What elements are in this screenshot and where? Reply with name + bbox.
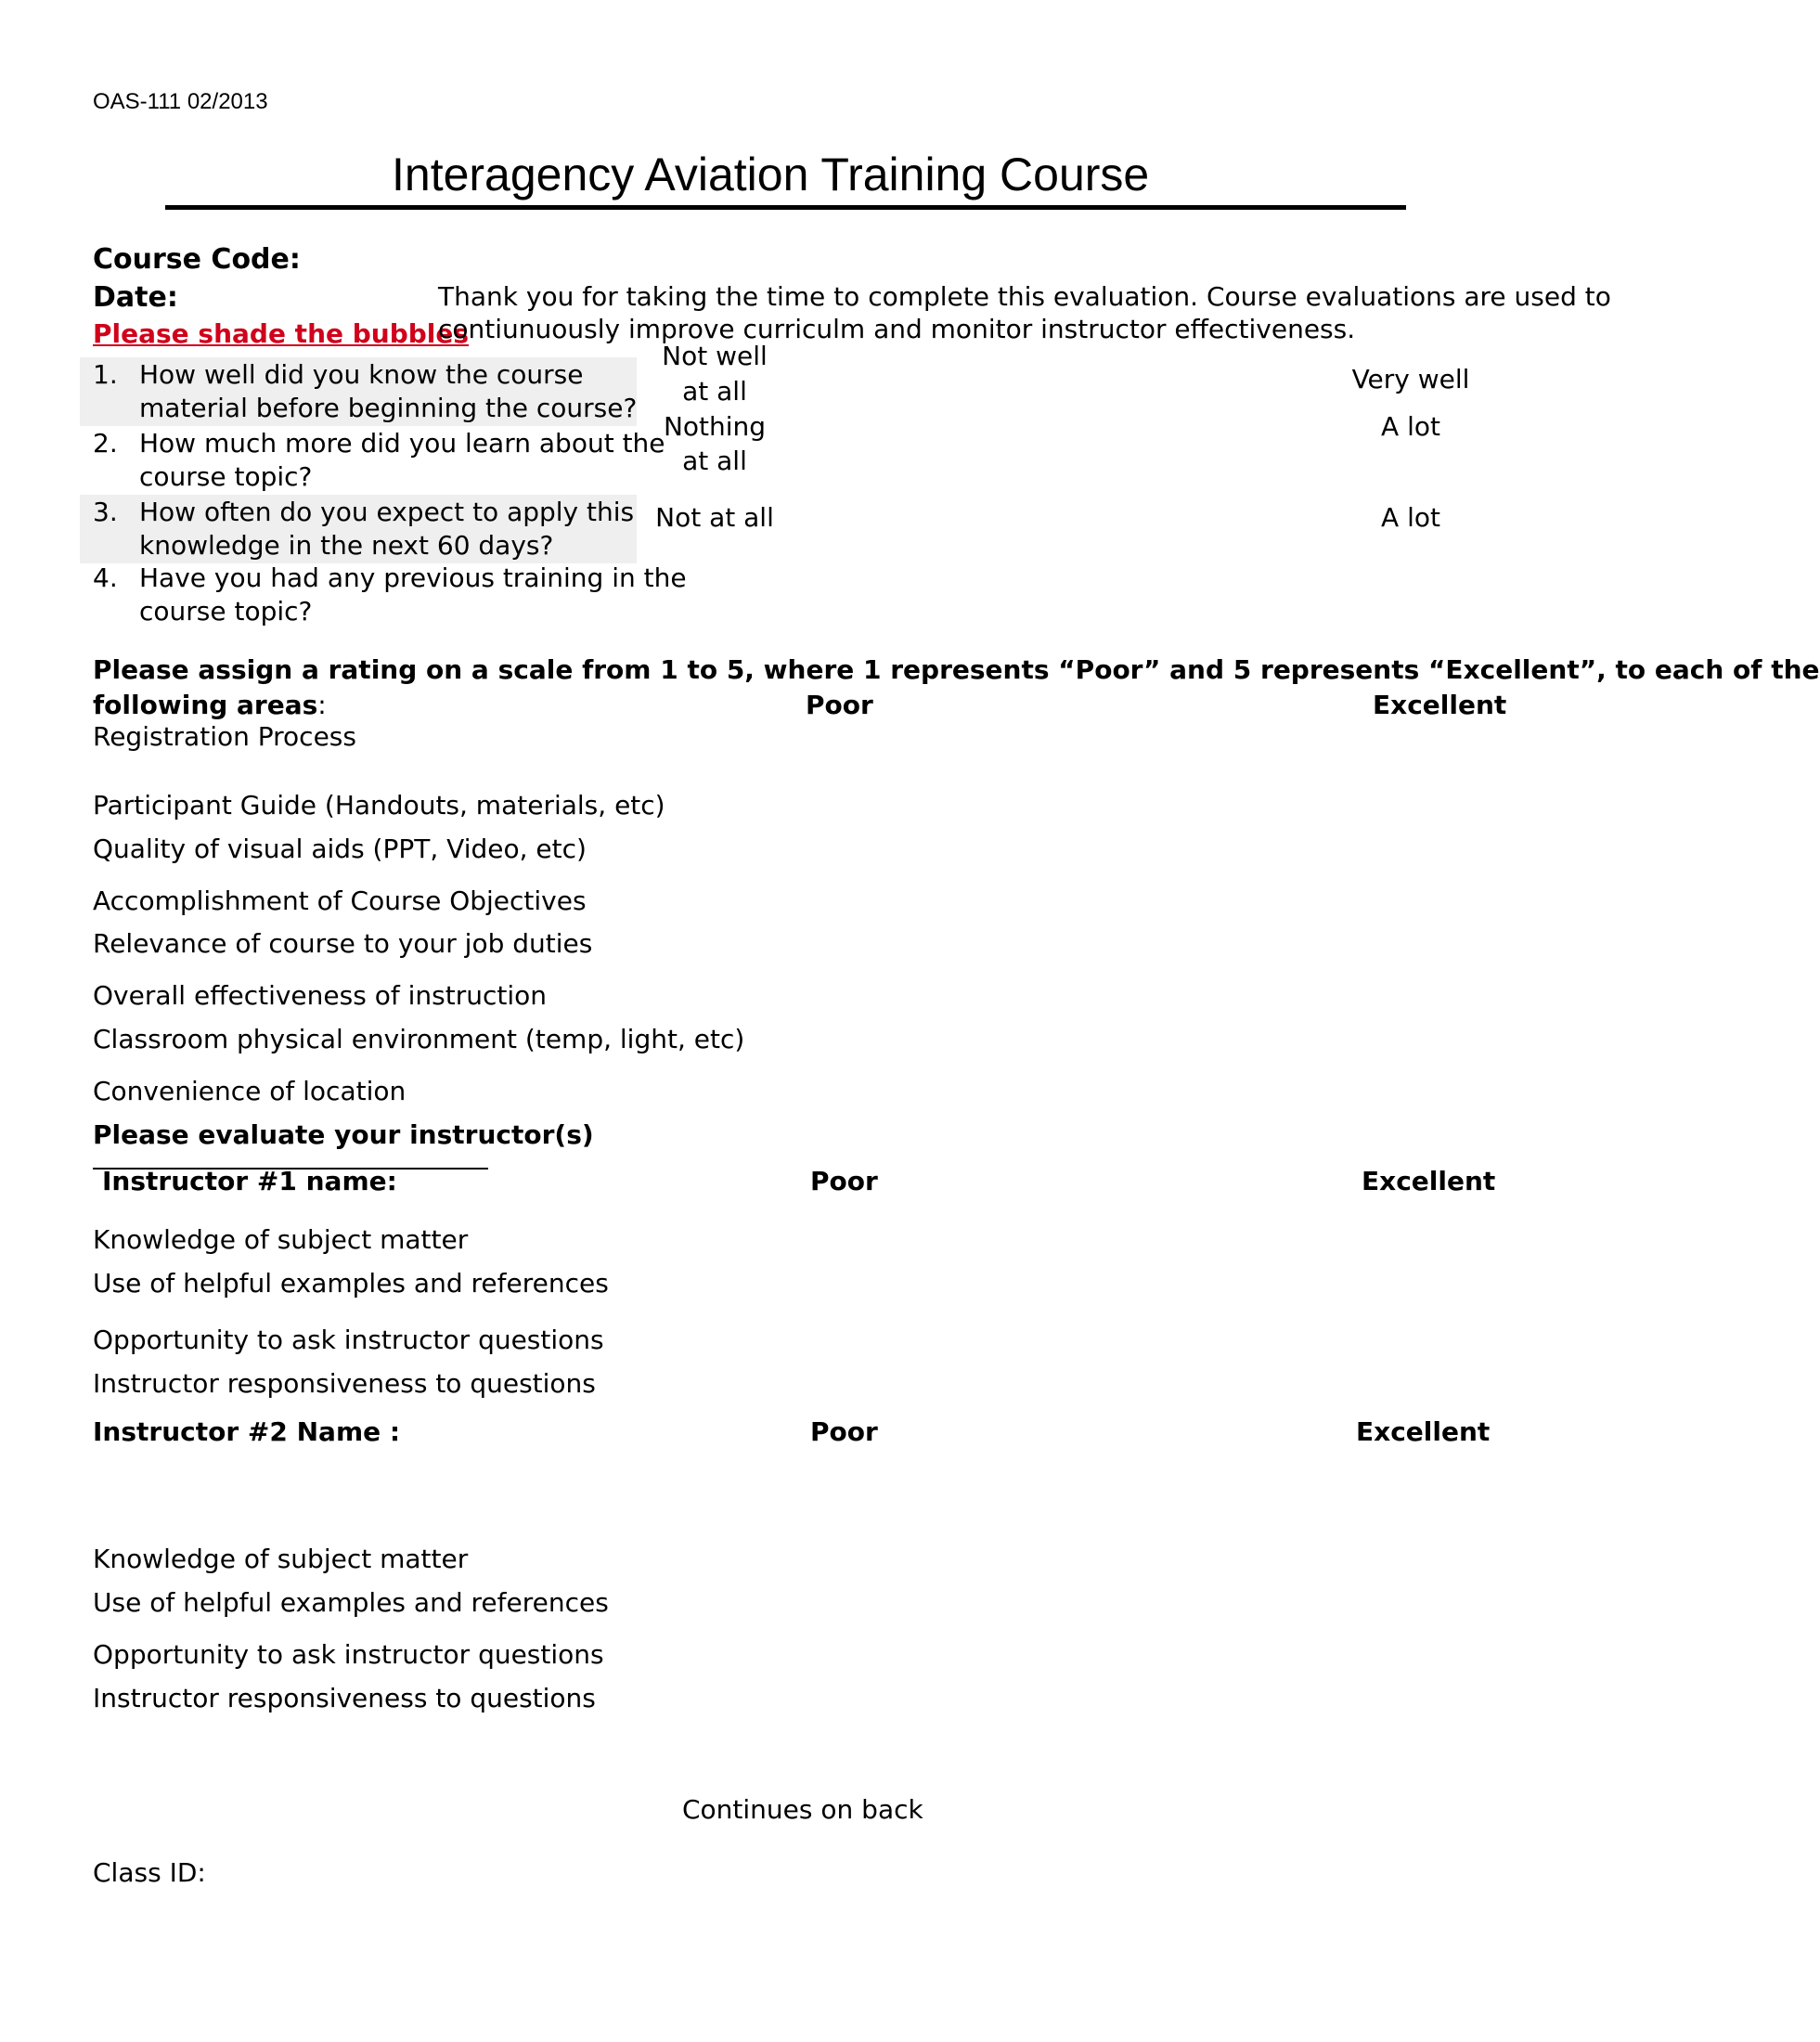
instructor-1-item: Instructor responsiveness to questions bbox=[93, 1368, 596, 1399]
question-text-line-1: How much more did you learn about the bbox=[139, 428, 665, 459]
question-text-line-2: knowledge in the next 60 days? bbox=[139, 530, 554, 561]
question-text-line-2: course topic? bbox=[139, 596, 313, 627]
scale-low-label: Not at all bbox=[655, 502, 774, 533]
shade-bubbles-instruction: Please shade the bubbles bbox=[93, 318, 470, 349]
scale-low-label-line-1: Not well bbox=[662, 341, 768, 371]
scale-low-label-line-2: at all bbox=[682, 376, 747, 407]
question-text-line-1: Have you had any previous training in the bbox=[139, 562, 687, 593]
continues-on-back: Continues on back bbox=[682, 1794, 923, 1825]
form-id: OAS-111 02/2013 bbox=[93, 89, 268, 114]
rating-instruction-bold: following areas bbox=[93, 690, 318, 720]
question-text-line-2: material before beginning the course? bbox=[139, 393, 638, 423]
title-underline bbox=[165, 205, 1406, 210]
date-label: Date: bbox=[93, 281, 178, 314]
rating-instruction-colon: : bbox=[317, 690, 327, 720]
question-text-line-2: course topic? bbox=[139, 461, 313, 492]
instructor-1-poor-label: Poor bbox=[810, 1166, 878, 1196]
instructor-2-excellent-label: Excellent bbox=[1356, 1416, 1491, 1447]
thank-you-line-1: Thank you for taking the time to complete this evaluation. Course evaluations are used to bbox=[438, 281, 1611, 312]
instructor-1-item: Use of helpful examples and references bbox=[93, 1268, 609, 1299]
class-id-label: Class ID: bbox=[93, 1857, 206, 1888]
rating-item: Classroom physical environment (temp, light, etc) bbox=[93, 1024, 745, 1054]
instructor-1-item: Opportunity to ask instructor questions bbox=[93, 1325, 604, 1355]
rating-item: Relevance of course to your job duties bbox=[93, 928, 593, 959]
rating-item: Quality of visual aids (PPT, Video, etc) bbox=[93, 834, 587, 864]
rating-instruction-line-1: Please assign a rating on a scale from 1 to 5, where 1 represents “Poor” and 5 represents “Excellent”, to each of the bbox=[93, 654, 1820, 685]
instructor-1-label: Instructor #1 name: bbox=[102, 1166, 397, 1196]
rating-item: Convenience of location bbox=[93, 1076, 407, 1106]
instructor-2-item: Use of helpful examples and references bbox=[93, 1587, 609, 1618]
question-text-line-1: How well did you know the course bbox=[139, 359, 584, 390]
instructor-2-item: Knowledge of subject matter bbox=[93, 1544, 469, 1574]
rating-item: Registration Process bbox=[93, 721, 356, 752]
instructor-2-poor-label: Poor bbox=[810, 1416, 878, 1447]
rating-item: Participant Guide (Handouts, materials, etc) bbox=[93, 790, 665, 821]
scale-low-label-line-1: Nothing bbox=[663, 411, 767, 442]
rating-excellent-label: Excellent bbox=[1373, 690, 1507, 720]
rating-poor-label: Poor bbox=[806, 690, 873, 720]
instructor-1-item: Knowledge of subject matter bbox=[93, 1224, 469, 1255]
instructor-2-item: Instructor responsiveness to questions bbox=[93, 1683, 596, 1713]
instructors-heading: Please evaluate your instructor(s) bbox=[93, 1119, 594, 1150]
rating-item: Accomplishment of Course Objectives bbox=[93, 885, 587, 916]
scale-high-label: A lot bbox=[1381, 502, 1440, 533]
question-number: 2. bbox=[93, 428, 118, 459]
scale-high-label: A lot bbox=[1381, 411, 1440, 442]
instructor-1-excellent-label: Excellent bbox=[1362, 1166, 1496, 1196]
question-number: 3. bbox=[93, 497, 118, 527]
instructor-2-label: Instructor #2 Name : bbox=[93, 1416, 401, 1447]
course-code-label: Course Code: bbox=[93, 243, 301, 276]
scale-high-label: Very well bbox=[1351, 364, 1470, 394]
thank-you-line-2: contiunuously improve curriculm and monitor instructor effectiveness. bbox=[438, 314, 1356, 344]
scale-low-label-line-2: at all bbox=[682, 446, 747, 476]
question-number: 4. bbox=[93, 562, 118, 593]
question-number: 1. bbox=[93, 359, 118, 390]
instructor-2-item: Opportunity to ask instructor questions bbox=[93, 1639, 604, 1670]
page-title: Interagency Aviation Training Course bbox=[392, 149, 1150, 200]
rating-instruction-line-2 bbox=[93, 689, 327, 722]
question-text-line-1: How often do you expect to apply this bbox=[139, 497, 635, 527]
rating-item: Overall effectiveness of instruction bbox=[93, 980, 547, 1011]
